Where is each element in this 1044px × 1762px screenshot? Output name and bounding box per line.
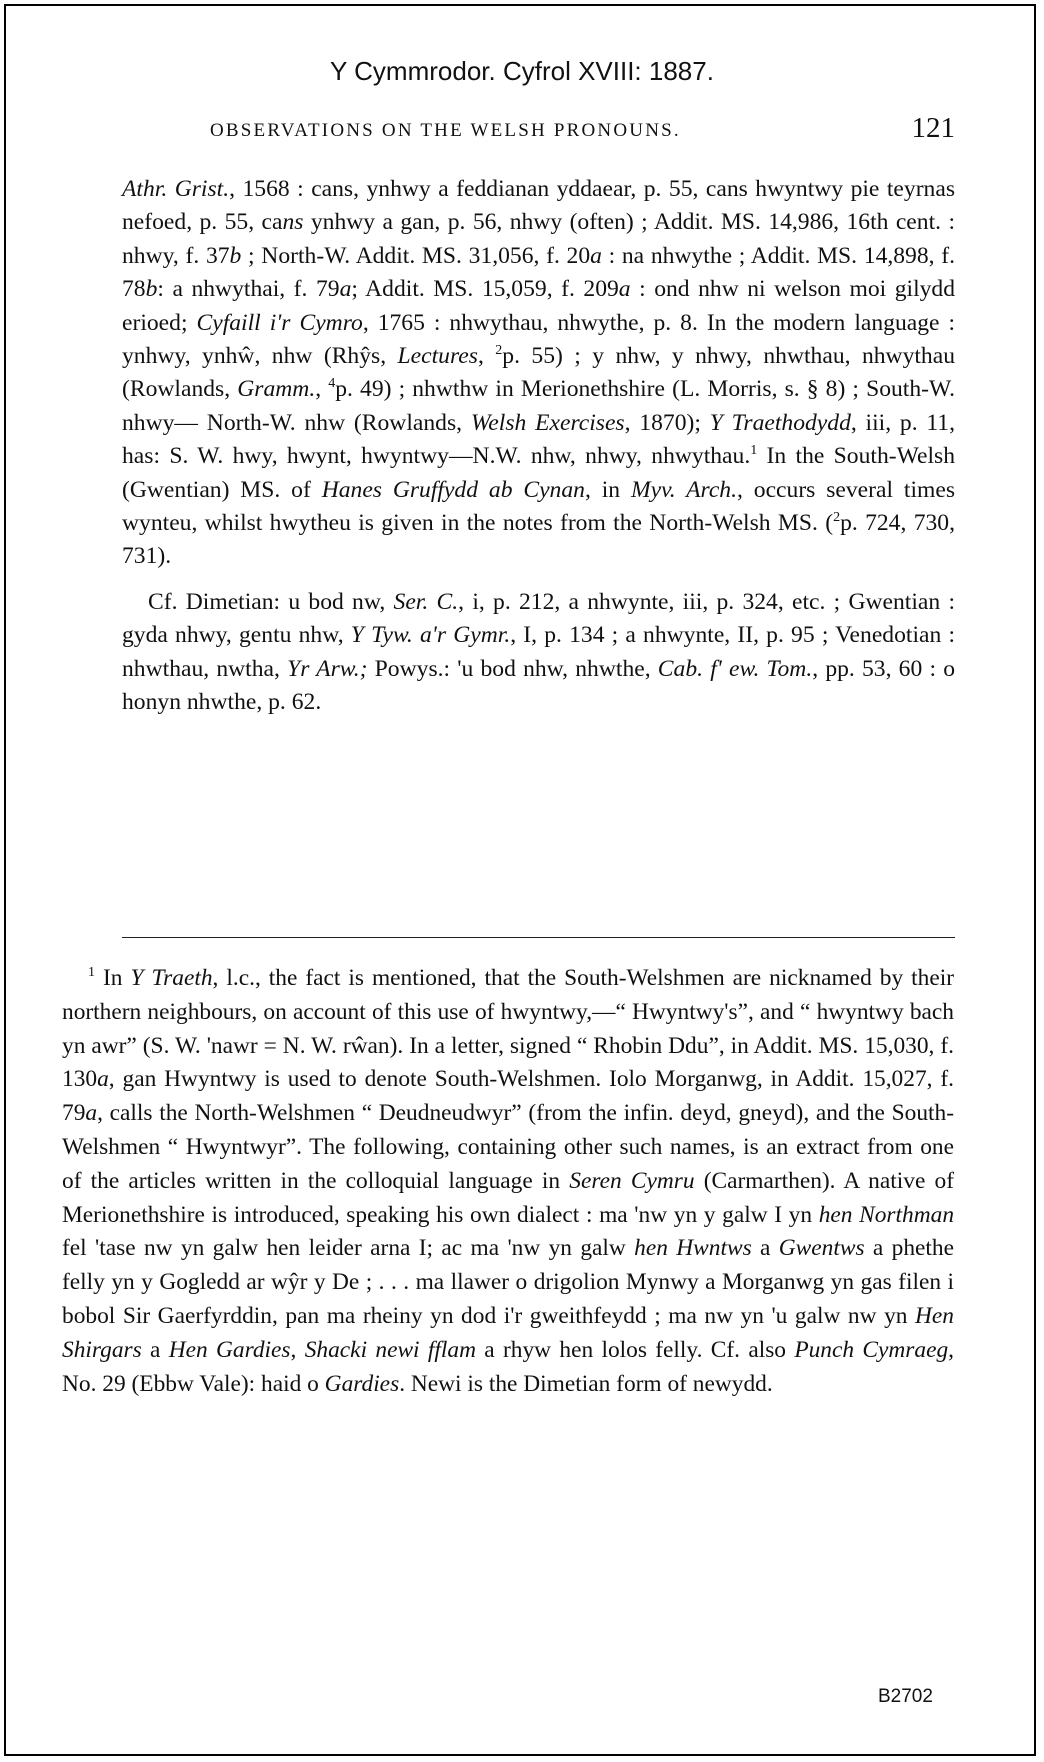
header-note: Y Cymmrodor. Cyfrol XVIII: 1887. [330,56,714,86]
footnote [62,962,954,1401]
main-text [122,173,955,720]
page-number: 121 [911,112,955,144]
footnote-divider [122,937,955,938]
footnote-ref: 1 [750,443,758,459]
running-head-title: OBSERVATIONS ON THE WELSH PRONOUNS. [210,120,681,141]
footnote-marker: 1 [88,965,95,981]
catalog-code: B2702 [878,1686,933,1707]
footnote-paragraph: $^1$ In Y Traeth, l.c., the fact is mentioned, that the South-Welshmen are nicknamed by their northern neighbours, on account of this use of hwyntwy,—“ Hwyntwy's”, and “ hwyntwy bach yn awr” (S. W. 'nawr = N. W. rŵan). In a letter, signed “ Rhobin Ddu”, in Addit. MS. 15,030, f. 130a, gan Hwyntwy is used to denote South-Welshmen. Iolo Morganwg, in Addit. 15,027, f. 79a, calls the North-Welshmen “ Deudneudwyr” (from the infin. deyd, gneyd), and the South-Welshmen “ Hwyntwyr”. The following, containing other such names, is an extract from one of the articles written in the colloquial language in Seren Cymru (Carmarthen). A native of Merionethshire is introduced, speaking his own dialect : ma 'nw yn y galw I yn hen Northman fel 'tase nw yn galw hen leider arna I; ac ma 'nw yn galw hen Hwntws a Gwentws a phethe felly yn y Gogledd ar wŷr y De ; . . . ma llawer o drigolion Mynwy a Morganwg yn gas filen i bobol Sir Gaerfyrddin, pan ma rheiny yn dod i'r gweithfeydd ; ma nw yn 'u galw nw yn Hen Shirgars a Hen Gardies, Shacki newi fflam a rhyw hen lolos felly. Cf. also Punch Cymraeg, No. 29 (Ebbw Vale): haid o Gardies. Newi is the Dimetian form of newydd. [62,965,955,1397]
paragraph-1: Athr. Grist., 1568 : cans, ynhwy a feddianan yddaear, p. 55, cans hwyntwy pie teyrnas nefoed, p. 55, cans ynhwy a gan, p. 56, nhwy (often) ; Addit. MS. 14,986, 16th cent. : nhwy, f. 37b ; North-W. Addit. MS. 31,056, f. 20a : na nhwythe ; Addit. MS. 14,898, f. 78b: a nhwythai, f. 79a; Addit. MS. 15,059, f. 209a : ond nhw ni welson moi gilydd erioed; Cyfaill i'r Cymro, 1765 : nhwythau, nhwythe, p. 8. In the modern language : ynhwy, ynhŵ, nhw (Rhŷs, Lectures, $^2$p. 55) ; y nhw, y nhwy, nhwthau, nhwythau (Rowlands, Gramm., $^4$p. 49) ; nhwthw in Merionethshire (L. Morris, s. § 8) ; South-W. nhwy— North-W. nhw (Rowlands, Welsh Exercises, 1870); Y Traethodydd, iii, p. 11, has: S. W. hwy, hwynt, hwyntwy—N.W. nhw, nhwy, nhwythau.$^1$ In the South-Welsh (Gwentian) MS. of Hanes Gruffydd ab Cynan, in Myv. Arch., occurs several times wynteu, whilst hwytheu is given in the notes from the North-Welsh MS. ($^2$p. 724, 730, 731). [122,176,956,570]
paragraph-2: Cf. Dimetian: u bod nw, Ser. C., i, p. 212, a nhwynte, iii, p. 324, etc. ; Gwentian : gyda nhwy, gentu nhw, Y Tyw. a'r Gymr., I, p. 134 ; a nhwynte, II, p. 95 ; Venedotian : nhwthau, nwtha, Yr Arw.; Powys.: 'u bod nhw, nhwthe, Cab. f' ew. Tom., pp. 53, 60 : o honyn nhwthe, p. 62. [122,588,955,716]
